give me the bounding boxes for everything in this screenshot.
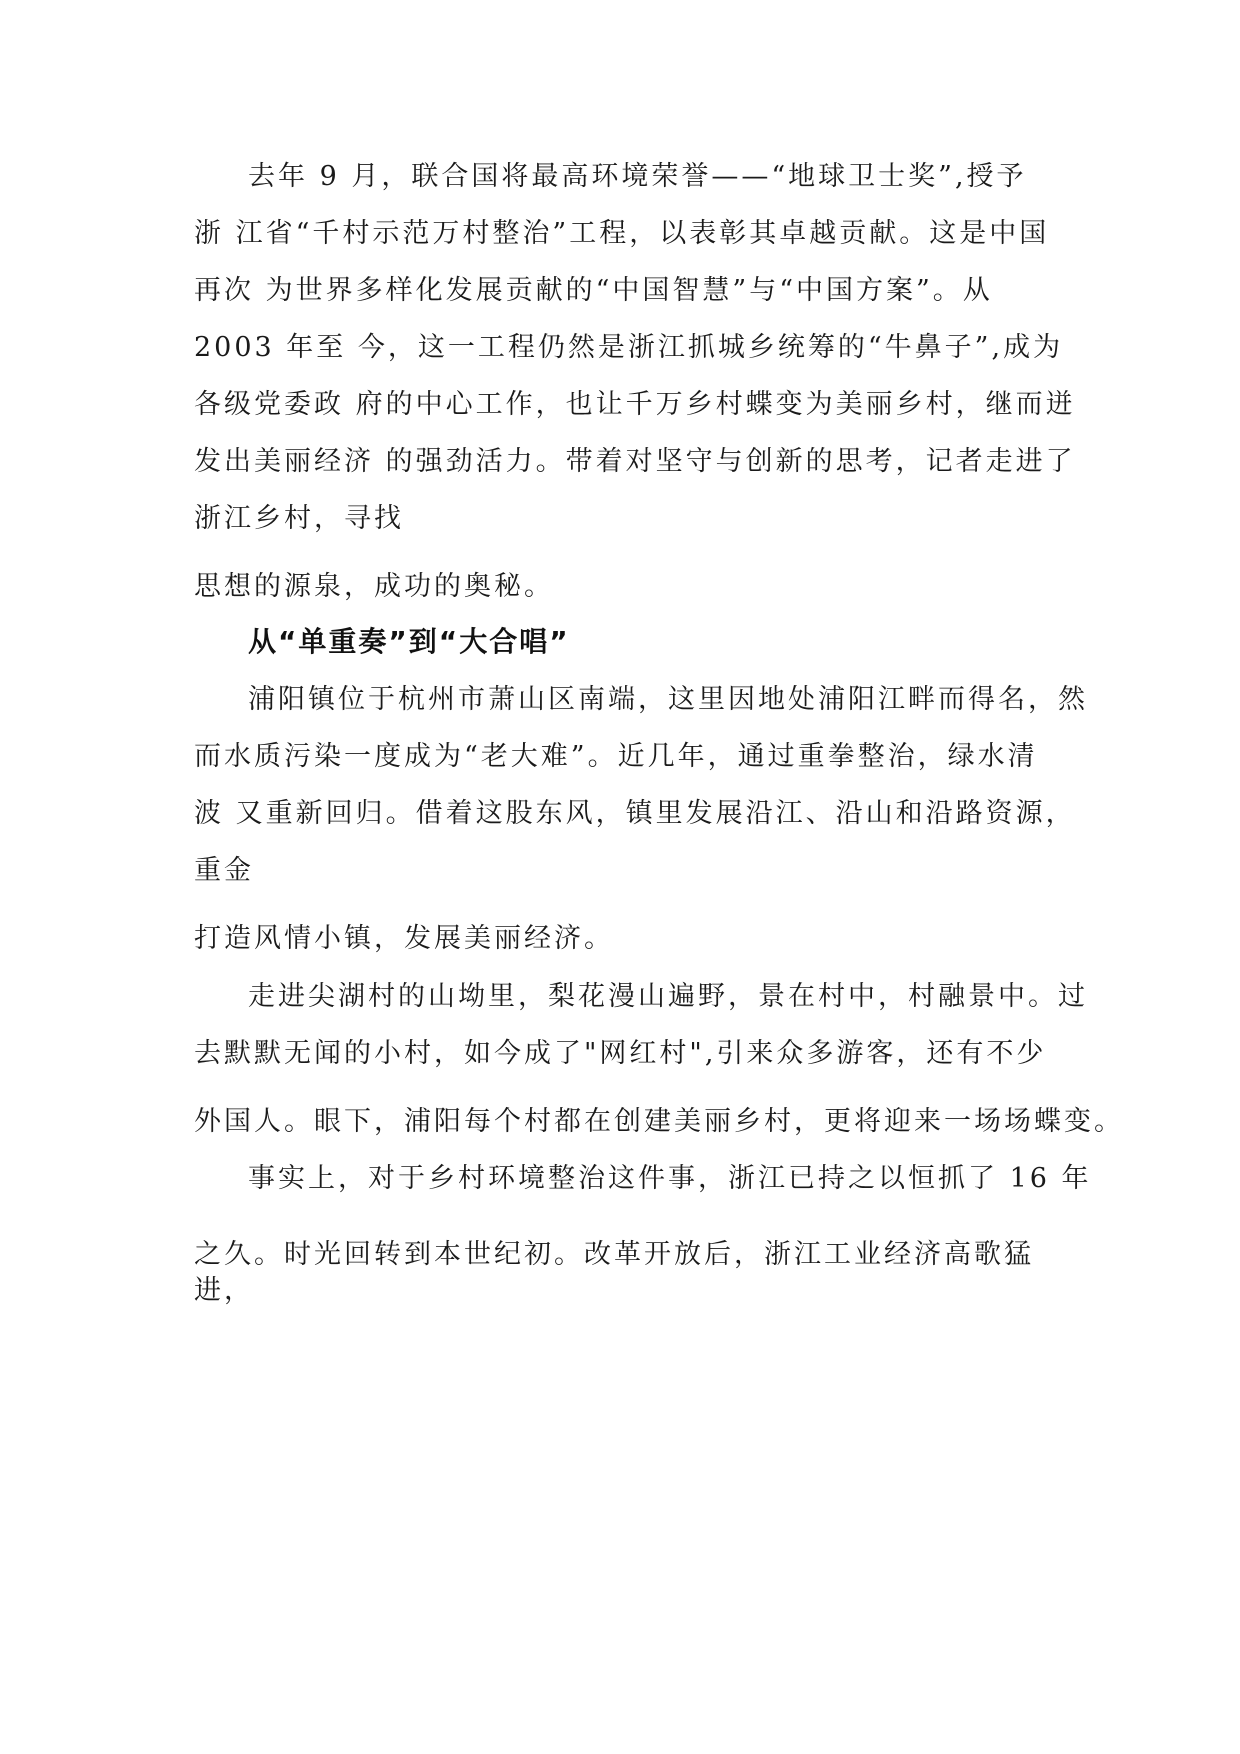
paragraph-line: 打造风情小镇，发展美丽经济。 [194, 923, 614, 954]
paragraph-line: 去默默无闻的小村，如今成了"网红村",引来众多游客，还有不少 [194, 1038, 1047, 1069]
paragraph-line: 再次 为世界多样化发展贡献的“中国智慧”与“中国方案”。从 [194, 275, 993, 306]
section-heading: 从“单重奏”到“大合唱” [248, 625, 570, 658]
paragraph-line: 去年 9 月，联合国将最高环境荣誉——“地球卫士奖”,授予 [248, 161, 1027, 192]
paragraph-line: 事实上，对于乡村环境整治这件事，浙江已持之以恒抓了 16 年 [248, 1163, 1092, 1194]
paragraph-line: 发出美丽经济 的强劲活力。带着对坚守与创新的思考，记者走进了 [194, 446, 1076, 477]
paragraph-line: 走进尖湖村的山坳里，梨花漫山遍野，景在村中，村融景中。过 [248, 981, 1088, 1012]
paragraph-line: 而水质污染一度成为“老大难”。近几年，通过重拳整治，绿水清 [194, 741, 1038, 772]
paragraph-line: 之久。时光回转到本世纪初。改革开放后，浙江工业经济高歌猛 [194, 1239, 1034, 1270]
paragraph-line: 浙江乡村，寻找 [194, 503, 404, 534]
paragraph-line: 各级党委政 府的中心工作，也让千万乡村蝶变为美丽乡村，继而迸 [194, 389, 1076, 420]
paragraph-line: 2003 年至 今，这一工程仍然是浙江抓城乡统筹的“牛鼻子”,成为 [194, 332, 1064, 363]
paragraph-line: 浙 江省“千村示范万村整治”工程，以表彰其卓越贡献。这是中国 [194, 218, 1050, 249]
paragraph-line: 思想的源泉，成功的奥秘。 [194, 571, 554, 602]
paragraph-line: 外国人。眼下，浦阳每个村都在创建美丽乡村，更将迎来一场场蝶变。 [194, 1106, 1124, 1137]
paragraph-line: 重金 [194, 855, 254, 886]
paragraph-line: 进， [194, 1275, 254, 1306]
paragraph-line: 浦阳镇位于杭州市萧山区南端，这里因地处浦阳江畔而得名，然 [248, 684, 1088, 715]
paragraph-line: 波 又重新回归。借着这股东风，镇里发展沿江、沿山和沿路资源， [194, 798, 1076, 829]
